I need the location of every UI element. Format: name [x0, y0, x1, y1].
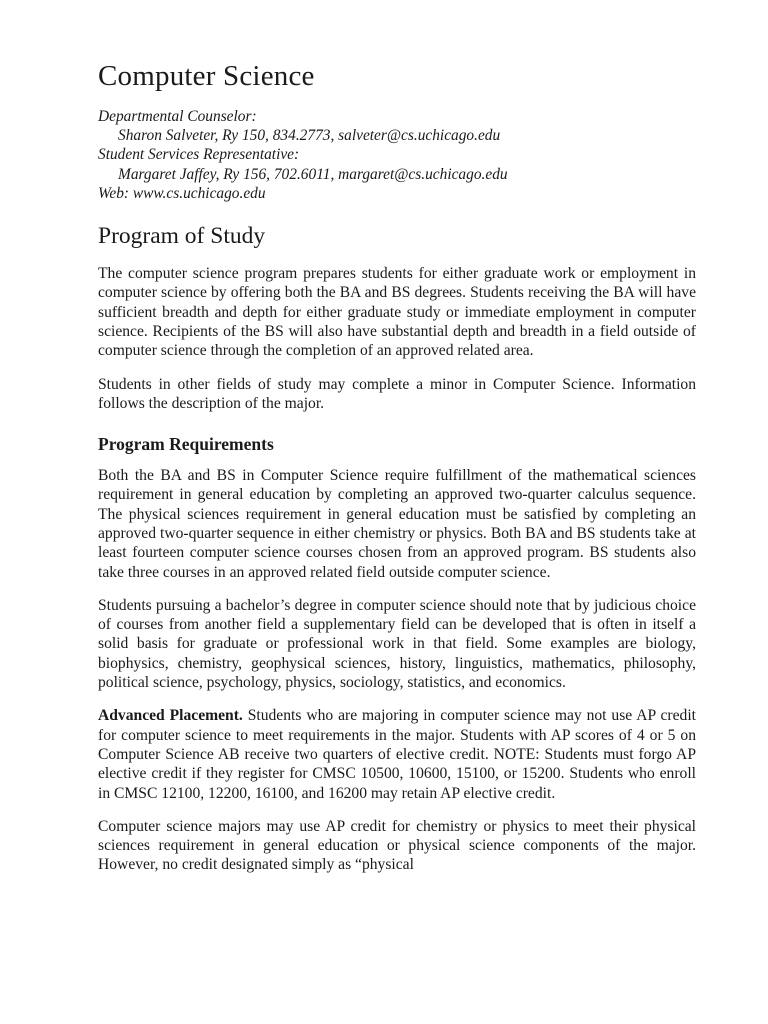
document-page	[98, 58, 696, 875]
student-services-info: Margaret Jaffey, Ry 156, 702.6011, margaret@cs.uchicago.edu	[118, 165, 508, 183]
supplementary-field-paragraph: Students pursuing a bachelor’s degree in computer science should note that by judicious choice of courses from another field a supplementary field can be developed that is often in itself a solid basis for graduate or professional work in that field. Some examples are biology, biophysics, chemistry, geophysical sciences, history, linguistics, mathematics, philosophy, political science, psychology, physics, sociology, statistics, and economics.	[98, 596, 696, 692]
page-title: Computer Science	[98, 60, 315, 92]
counselor-label: Departmental Counselor:	[98, 108, 257, 125]
program-of-study-heading: Program of Study	[98, 223, 266, 250]
requirements-paragraph: Both the BA and BS in Computer Science require fulfillment of the mathematical sciences requirement in general education by completing an approved two-quarter calculus sequence. The physical sciences requirement in general education must be satisfied by completing an approved two-quarter sequence in either chemistry or physics. Both BA and BS students take at least fourteen computer science courses chosen from an approved program. BS students also take three courses in an approved related field outside computer science.	[98, 467, 696, 581]
counselor-info: Sharon Salveter, Ry 150, 834.2773, salveter@cs.uchicago.edu	[118, 127, 501, 145]
program-requirements-heading: Program Requirements	[98, 434, 274, 455]
advanced-placement-text: Students who are majoring in computer science may not use AP credit for computer science to meet requirements in the major. Students with AP scores of 4 or 5 on Computer Science AB receive two quarters of elective credit. NOTE: Students must forgo AP elective credit if they register for CMSC 10500, 10600, 15100, or 15200. Students who enroll in CMSC 12100, 12200, 16100, and 16200 may retain AP elective credit.	[98, 707, 696, 802]
advanced-placement-lead: Advanced Placement.	[98, 707, 243, 725]
program-of-study-paragraph: The computer science program prepares students for either graduate work or employment in computer science by offering both the BA and BS degrees. Students receiving the BA will have sufficient breadth and depth for either graduate study or immediate employment in computer science. Recipients of the BS will also have substantial depth and breadth in a field outside of computer science through the completion of an approved related area.	[98, 265, 696, 360]
advanced-placement-paragraph	[98, 706, 696, 802]
contact-block	[98, 107, 696, 203]
student-services-label: Student Services Representative:	[98, 146, 300, 164]
minor-paragraph: Students in other fields of study may complete a minor in Computer Science. Information follows the description of the major.	[98, 375, 696, 412]
ap-credit-paragraph: Computer science majors may use AP credit for chemistry or physics to meet their physical sciences requirement in general education or physical science components of the major. However, no credit designated simply as “physical	[98, 817, 696, 874]
web-address: Web: www.cs.uchicago.edu	[98, 184, 266, 202]
